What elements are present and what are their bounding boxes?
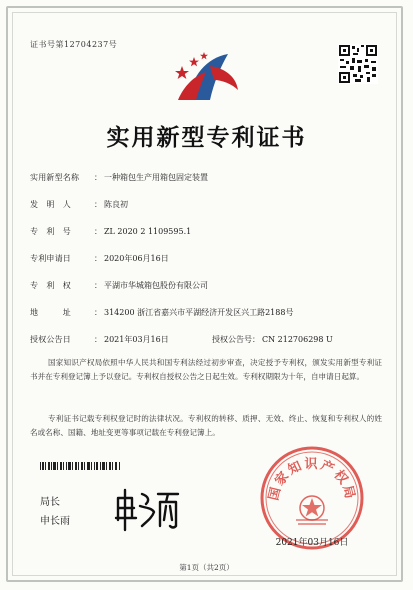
field-value: 平湖市华城箱包股份有限公司 bbox=[104, 281, 208, 290]
announce-date-value: 2021年03月16日 bbox=[104, 335, 169, 344]
field-inventor: 发 明 人 ： 陈良初 bbox=[30, 200, 128, 209]
field-label: 专 利 号 bbox=[30, 227, 71, 236]
field-address: 地 址 ： 314200 浙江省嘉兴市平湖经济开发区兴工路2188号 bbox=[30, 308, 294, 317]
field-announcement: 授权公告日 ： 2021年03月16日 授权公告号： CN 212706298 U bbox=[30, 335, 333, 344]
handwritten-signature bbox=[112, 486, 180, 532]
field-value: ZL 2020 2 1109595.1 bbox=[104, 227, 192, 236]
svg-text:国家知识产权局: 国家知识产权局 bbox=[266, 457, 358, 503]
signature-name: 申长雨 bbox=[40, 516, 70, 527]
field-utility-model-name: 实用新型名称 ： 一种箱包生产用箱包固定装置 bbox=[30, 173, 208, 182]
field-application-date: 专利申请日 ： 2020年06月16日 bbox=[30, 254, 169, 263]
certificate-title: 实用新型专利证书 bbox=[106, 124, 307, 151]
field-label: 地 址 bbox=[30, 308, 71, 317]
announce-number-value: CN 212706298 U bbox=[262, 335, 333, 344]
field-value: 2020年06月16日 bbox=[104, 254, 169, 263]
field-label: 专利申请日 bbox=[30, 254, 71, 263]
barcode-icon bbox=[40, 462, 122, 470]
seal-date: 2021年03月16日 bbox=[275, 538, 349, 548]
announce-date-label: 授权公告日 bbox=[30, 335, 71, 344]
paragraph-grant: 国家知识产权局依照中华人民共和国专利法经过初步审查，决定授予专利权，颁发实用新型专利证书并在专利登记簿上予以登记。专利权自授权公告之日起生效。专利权期限为十年，自申请日起算。 bbox=[30, 358, 382, 381]
field-patentee: 专 利 权 ： 平湖市华城箱包股份有限公司 bbox=[30, 281, 208, 290]
qr-code-icon bbox=[338, 44, 378, 84]
certificate-number: 证书号第12704237号 bbox=[30, 40, 118, 49]
page-number: 第1页（共2页） bbox=[179, 563, 234, 572]
field-value: 一种箱包生产用箱包固定装置 bbox=[104, 173, 208, 182]
field-label: 发 明 人 bbox=[30, 200, 71, 209]
announce-number-label: 授权公告号 bbox=[212, 335, 252, 344]
paragraph-legal-status: 专利证书记载专利权登记时的法律状况。专利权的转移、质押、无效、终止、恢复和专利权人的姓名或名称、国籍、地址变更等事项记载在专利登记簿上。 bbox=[30, 414, 382, 437]
signature-role: 局长 bbox=[40, 497, 60, 508]
field-value: 陈良初 bbox=[104, 200, 128, 209]
field-label: 实用新型名称 bbox=[30, 173, 80, 182]
field-patent-number: 专 利 号 ： ZL 2020 2 1109595.1 bbox=[30, 227, 192, 236]
field-value: 314200 浙江省嘉兴市平湖经济开发区兴工路2188号 bbox=[104, 308, 294, 317]
field-label: 专 利 权 bbox=[30, 281, 71, 290]
patent-office-emblem-icon bbox=[170, 46, 242, 106]
